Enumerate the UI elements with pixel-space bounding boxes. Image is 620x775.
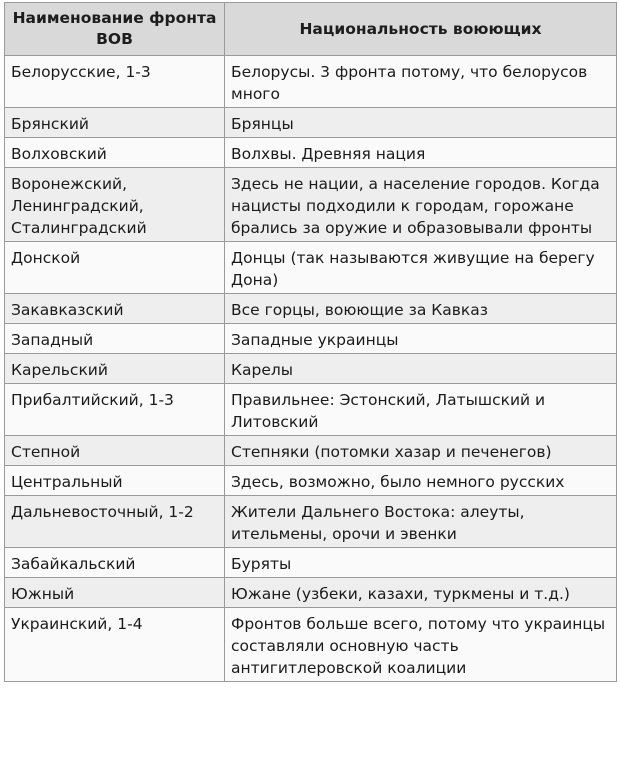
table-row <box>5 354 617 384</box>
front-name-cell: Забайкальский <box>5 548 225 578</box>
nationality-cell: Буряты <box>225 548 617 578</box>
table-row <box>5 294 617 324</box>
nationality-cell: Степняки (потомки хазар и печенегов) <box>225 436 617 466</box>
front-name-cell: Волховский <box>5 138 225 168</box>
front-name-cell: Западный <box>5 324 225 354</box>
nationality-cell: Донцы (так называются живущие на берегу Дона) <box>225 242 617 294</box>
header-nationality: Национальность воюющих <box>225 3 617 56</box>
nationality-cell: Все горцы, воюющие за Кавказ <box>225 294 617 324</box>
nationality-cell: Западные украинцы <box>225 324 617 354</box>
table-row <box>5 138 617 168</box>
front-name-cell: Украинский, 1-4 <box>5 608 225 682</box>
nationality-cell: Фронтов больше всего, потому что украинцы составляли основную часть антигитлеровской коалиции <box>225 608 617 682</box>
nationality-cell: Волхвы. Древняя нация <box>225 138 617 168</box>
nationality-cell: Белорусы. 3 фронта потому, что белорусов много <box>225 56 617 108</box>
front-name-cell: Белорусские, 1-3 <box>5 56 225 108</box>
table-row <box>5 168 617 242</box>
fronts-table <box>4 2 617 682</box>
nationality-cell: Правильнее: Эстонский, Латышский и Литовский <box>225 384 617 436</box>
front-name-cell: Карельский <box>5 354 225 384</box>
header-front-name: Наименование фронта ВОВ <box>5 3 225 56</box>
front-name-cell: Степной <box>5 436 225 466</box>
table-row <box>5 578 617 608</box>
table-row <box>5 496 617 548</box>
front-name-cell: Прибалтийский, 1-3 <box>5 384 225 436</box>
table-row <box>5 324 617 354</box>
nationality-cell: Здесь не нации, а население городов. Когда нацисты подходили к городам, горожане брались за оружие и образовывали фронты <box>225 168 617 242</box>
front-name-cell: Закавказский <box>5 294 225 324</box>
table-row <box>5 242 617 294</box>
front-name-cell: Центральный <box>5 466 225 496</box>
table-row <box>5 436 617 466</box>
front-name-cell: Брянский <box>5 108 225 138</box>
fronts-table-container <box>4 2 616 682</box>
table-row <box>5 548 617 578</box>
nationality-cell: Карелы <box>225 354 617 384</box>
table-row <box>5 56 617 108</box>
nationality-cell: Здесь, возможно, было немного русских <box>225 466 617 496</box>
front-name-cell: Дальневосточный, 1-2 <box>5 496 225 548</box>
nationality-cell: Брянцы <box>225 108 617 138</box>
table-row <box>5 466 617 496</box>
table-row <box>5 608 617 682</box>
nationality-cell: Южане (узбеки, казахи, туркмены и т.д.) <box>225 578 617 608</box>
front-name-cell: Воронежский, Ленинградский, Сталинградский <box>5 168 225 242</box>
table-row <box>5 108 617 138</box>
front-name-cell: Южный <box>5 578 225 608</box>
table-row <box>5 384 617 436</box>
table-header-row <box>5 3 617 56</box>
front-name-cell: Донской <box>5 242 225 294</box>
nationality-cell: Жители Дальнего Востока: алеуты, ительмены, орочи и эвенки <box>225 496 617 548</box>
